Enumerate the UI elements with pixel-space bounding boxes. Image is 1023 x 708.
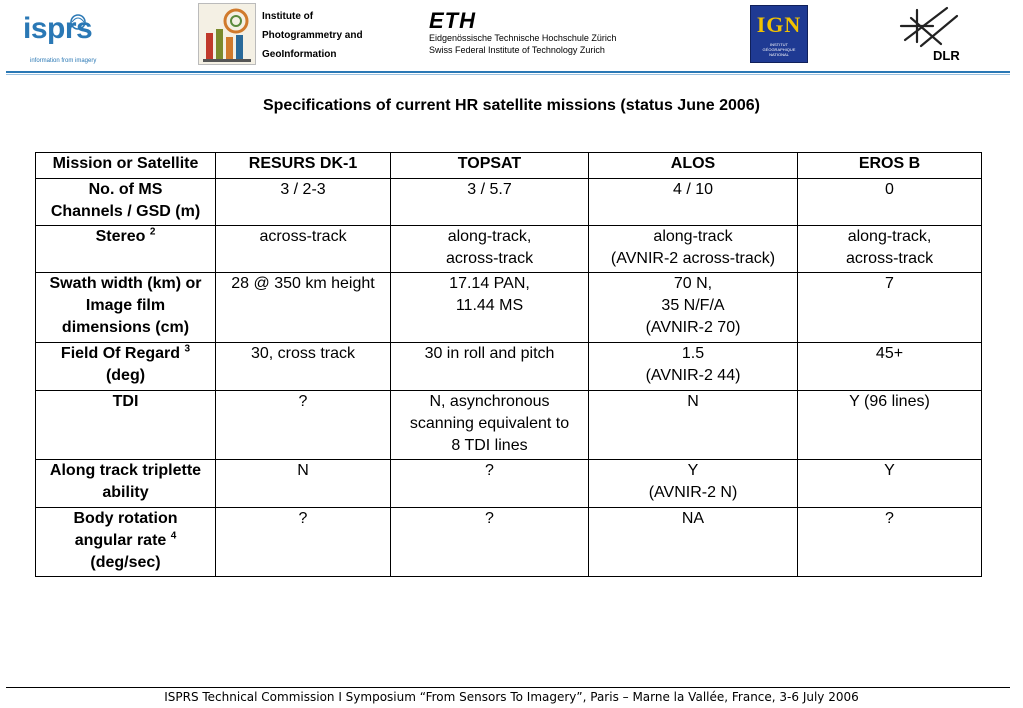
row-label (36, 273, 216, 343)
table-row (36, 508, 982, 577)
header-divider (6, 71, 1010, 73)
table-cell: 30 in roll and pitch (391, 343, 589, 391)
ign-logo (750, 5, 808, 63)
table-cell: Y (AVNIR-2 N) (589, 460, 798, 508)
footnote-marker: 3 (184, 343, 191, 355)
table-cell: 30, cross track (216, 343, 391, 391)
row-label (36, 343, 216, 391)
table-row (36, 391, 982, 460)
ign-subtitle (751, 42, 807, 57)
table-cell: along-track, across-track (798, 226, 982, 273)
table-cell: ? (216, 391, 391, 460)
table-cell: 28 @ 350 km height (216, 273, 391, 343)
dlr-emblem-icon (897, 6, 967, 50)
institute-line-3: GeoInformation (262, 49, 337, 60)
row-label-text: No. of MS Channels / GSD (m) (50, 181, 201, 220)
eth-logo (429, 10, 616, 56)
table-cell: ? (391, 508, 589, 577)
ign-sub-line-3: NATIONAL (769, 52, 789, 57)
table-cell: 17.14 PAN, 11.44 MS (391, 273, 589, 343)
column-header-mission: Mission or Satellite (36, 153, 216, 179)
isprs-wordmark: isprs (23, 12, 93, 45)
table-row (36, 343, 982, 391)
ign-sub-line-1: INSTITUT (770, 42, 788, 47)
dlr-wordmark: DLR (933, 48, 960, 63)
table-header-row (36, 153, 982, 179)
satellite-spec-table (35, 152, 982, 577)
row-label-text: Stereo (95, 228, 150, 245)
footer-citation: ISPRS Technical Commission I Symposium “From Sensors To Imagery”, Paris – Marne la Vallée, France, 3-6 July 2006 (164, 690, 859, 704)
table-cell: 0 (798, 179, 982, 226)
table-cell: 1.5 (AVNIR-2 44) (589, 343, 798, 391)
eth-wordmark: ETH (429, 8, 476, 33)
row-label (36, 391, 216, 460)
column-header-resurs: RESURS DK-1 (216, 153, 391, 179)
row-label-text: Swath width (km) or Image film dimensions (cm) (49, 275, 202, 336)
table-cell: across-track (216, 226, 391, 273)
table-body (36, 179, 982, 577)
isprs-tagline: information from imagery (30, 58, 97, 64)
table-cell: Y (798, 460, 982, 508)
table-cell: 70 N, 35 N/F/A (AVNIR-2 70) (589, 273, 798, 343)
column-header-eros-b: EROS B (798, 153, 982, 179)
row-label-text: TDI (112, 393, 139, 410)
row-label-text: Along track triplette ability (49, 462, 202, 501)
footnote-marker: 2 (149, 226, 156, 238)
institute-line-2: Photogrammetry and (262, 30, 363, 41)
table-cell: 3 / 5.7 (391, 179, 589, 226)
row-label-text-after: (deg/sec) (90, 554, 161, 571)
footer-divider (6, 687, 1010, 688)
header-divider-light (6, 74, 1010, 75)
table-cell: along-track (AVNIR-2 across-track) (589, 226, 798, 273)
row-label (36, 460, 216, 508)
row-label (36, 226, 216, 273)
table-cell: Y (96 lines) (798, 391, 982, 460)
table-cell: ? (216, 508, 391, 577)
table-cell: ? (798, 508, 982, 577)
table-cell: 7 (798, 273, 982, 343)
row-label-text: Field Of Regard (60, 345, 185, 362)
table-row (36, 460, 982, 508)
ipg-emblem-icon (198, 3, 256, 65)
eth-line-english: Swiss Federal Institute of Technology Zurich (429, 45, 605, 55)
column-header-alos: ALOS (589, 153, 798, 179)
dlr-logo (897, 6, 967, 64)
eth-line-german: Eidgenössische Technische Hochschule Zürich (429, 33, 617, 43)
table-cell: N (216, 460, 391, 508)
page-title: Specifications of current HR satellite missions (status June 2006) (262, 97, 761, 114)
column-header-topsat: TOPSAT (391, 153, 589, 179)
institute-name (262, 7, 363, 64)
ign-sub-line-2: GÉOGRAPHIQUE (762, 47, 796, 52)
ipg-logo (198, 3, 256, 65)
row-label (36, 508, 216, 577)
table-cell: 4 / 10 (589, 179, 798, 226)
table-cell: N, asynchronous scanning equivalent to 8 TDI lines (391, 391, 589, 460)
row-label-text-after: (deg) (105, 367, 146, 384)
isprs-logo (20, 10, 110, 70)
table-row (36, 273, 982, 343)
table-row (36, 226, 982, 273)
table-cell: 3 / 2-3 (216, 179, 391, 226)
table-cell: N (589, 391, 798, 460)
table-row (36, 179, 982, 226)
table-cell: along-track, across-track (391, 226, 589, 273)
ign-wordmark: IGN (756, 12, 802, 37)
row-label-text: Body rotation angular rate (73, 510, 178, 549)
table-cell: NA (589, 508, 798, 577)
table-cell: 45+ (798, 343, 982, 391)
institute-line-1: Institute of (262, 11, 314, 22)
table-cell: ? (391, 460, 589, 508)
footnote-marker: 4 (170, 530, 177, 542)
row-label (36, 179, 216, 226)
